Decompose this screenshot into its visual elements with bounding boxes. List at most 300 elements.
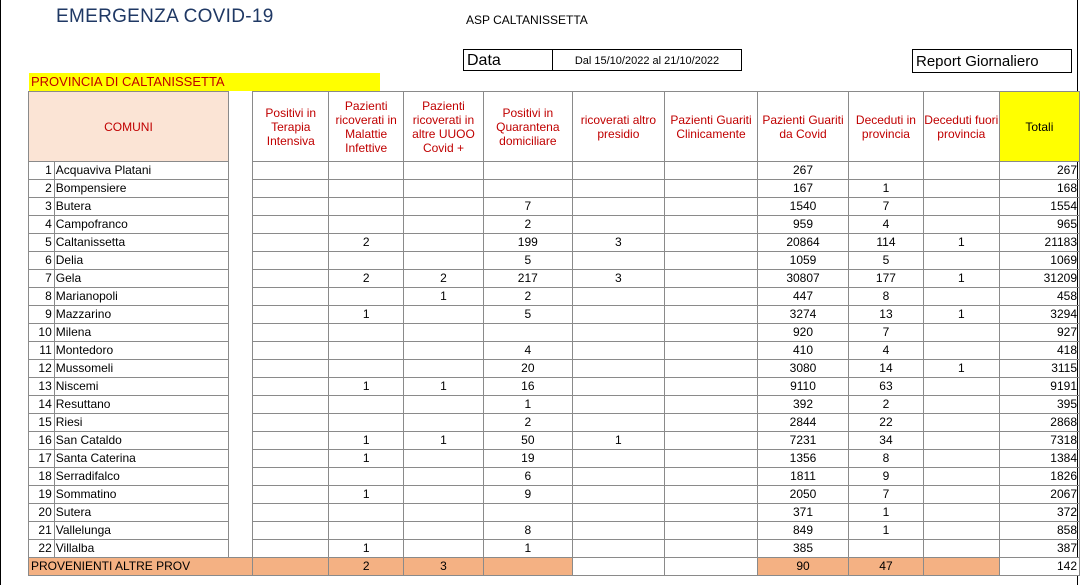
footer-totale: 142 [999,558,1079,576]
row-number: 4 [29,216,55,234]
row-spacer [228,486,252,504]
cell-uuoo [404,468,484,486]
cell-altro [572,450,664,468]
cell-fuori [923,216,999,234]
row-spacer [228,468,252,486]
row-number: 18 [29,468,55,486]
cell-clinicamente [664,414,757,432]
cell-uuoo [404,216,484,234]
cell-altro [572,180,664,198]
cell-uuoo [404,522,484,540]
footer-clinicamente [664,558,757,576]
cell-altro [572,342,664,360]
cell-fuori [923,198,999,216]
cell-guariti: 267 [758,162,849,180]
comune-name: Mussomeli [54,360,228,378]
row-spacer [228,522,252,540]
cell-guariti: 849 [758,522,849,540]
table-row [29,468,1080,486]
cell-quarantena: 2 [483,414,572,432]
table-row [29,324,1080,342]
cell-fuori [923,342,999,360]
cell-malattie [329,252,404,270]
cell-terapia [253,450,329,468]
cell-terapia [253,432,329,450]
cell-deceduti: 14 [849,360,924,378]
row-spacer [228,396,252,414]
cell-totale: 458 [999,288,1079,306]
table-row [29,540,1080,558]
cell-fuori [923,450,999,468]
comune-name: Bompensiere [54,180,228,198]
cell-altro [572,324,664,342]
cell-deceduti: 7 [849,324,924,342]
cell-totale: 267 [999,162,1079,180]
cell-fuori [923,468,999,486]
row-spacer [228,288,252,306]
table-row [29,180,1080,198]
cell-uuoo [404,252,484,270]
col-spacer [228,92,252,162]
cell-terapia [253,270,329,288]
cell-totale: 3294 [999,306,1079,324]
cell-altro: 3 [572,270,664,288]
col-comuni: COMUNI [29,92,229,162]
cell-quarantena: 16 [483,378,572,396]
cell-fuori [923,432,999,450]
comune-name: San Cataldo [54,432,228,450]
row-number: 10 [29,324,55,342]
cell-deceduti: 4 [849,342,924,360]
date-range: Dal 15/10/2022 al 21/10/2022 [552,49,742,71]
cell-altro [572,288,664,306]
cell-fuori: 1 [923,306,999,324]
row-spacer [228,234,252,252]
table-row [29,162,1080,180]
cell-deceduti: 7 [849,486,924,504]
cell-quarantena: 50 [483,432,572,450]
cell-terapia [253,378,329,396]
page-title: EMERGENZA COVID-19 [56,6,274,27]
footer-altro [572,558,664,576]
cell-malattie [329,522,404,540]
cell-guariti: 1540 [758,198,849,216]
row-spacer [228,270,252,288]
cell-malattie: 1 [329,432,404,450]
cell-altro: 1 [572,432,664,450]
cell-totale: 395 [999,396,1079,414]
row-spacer [228,504,252,522]
cell-altro [572,378,664,396]
cell-totale: 3115 [999,360,1079,378]
table-body [29,162,1080,576]
cell-deceduti: 22 [849,414,924,432]
cell-malattie [329,414,404,432]
cell-altro [572,252,664,270]
cell-quarantena: 199 [483,234,572,252]
cell-deceduti: 7 [849,198,924,216]
table-row [29,198,1080,216]
cell-fuori [923,486,999,504]
cell-uuoo [404,504,484,522]
footer-row [29,558,1080,576]
row-spacer [228,360,252,378]
table-row [29,306,1080,324]
cell-quarantena: 19 [483,450,572,468]
cell-deceduti: 8 [849,450,924,468]
cell-malattie [329,324,404,342]
cell-fuori [923,378,999,396]
cell-guariti: 3080 [758,360,849,378]
cell-clinicamente [664,522,757,540]
col-totali: Totali [999,92,1079,162]
cell-altro: 3 [572,234,664,252]
table-row [29,252,1080,270]
cell-terapia [253,306,329,324]
row-spacer [228,162,252,180]
cell-fuori [923,522,999,540]
cell-malattie: 1 [329,450,404,468]
cell-totale: 9191 [999,378,1079,396]
row-spacer [228,324,252,342]
comune-name: Campofranco [54,216,228,234]
cell-terapia [253,540,329,558]
comune-name: Gela [54,270,228,288]
cell-guariti: 959 [758,216,849,234]
cell-deceduti: 4 [849,216,924,234]
footer-uuoo: 3 [404,558,484,576]
table-row [29,486,1080,504]
cell-guariti: 20864 [758,234,849,252]
cell-clinicamente [664,180,757,198]
comune-name: Montedoro [54,342,228,360]
row-number: 15 [29,414,55,432]
row-spacer [228,414,252,432]
row-spacer [228,432,252,450]
row-number: 8 [29,288,55,306]
cell-fuori [923,252,999,270]
cell-quarantena: 5 [483,306,572,324]
cell-malattie: 1 [329,378,404,396]
col-guariti-covid: Pazienti Guariti da Covid [758,92,849,162]
cell-clinicamente [664,360,757,378]
cell-clinicamente [664,288,757,306]
cell-deceduti [849,162,924,180]
table-row [29,288,1080,306]
row-spacer [228,216,252,234]
comune-name: Marianopoli [54,288,228,306]
table-row [29,414,1080,432]
cell-clinicamente [664,198,757,216]
row-spacer [228,540,252,558]
row-number: 12 [29,360,55,378]
cell-quarantena [483,162,572,180]
cell-clinicamente [664,270,757,288]
cell-terapia [253,486,329,504]
cell-guariti: 3274 [758,306,849,324]
cell-malattie [329,342,404,360]
cell-uuoo [404,306,484,324]
table-row [29,522,1080,540]
cell-malattie: 2 [329,234,404,252]
cell-totale: 965 [999,216,1079,234]
cell-clinicamente [664,162,757,180]
comune-name: Caltanissetta [54,234,228,252]
cell-deceduti: 9 [849,468,924,486]
cell-clinicamente [664,432,757,450]
cell-deceduti: 2 [849,396,924,414]
comune-name: Sutera [54,504,228,522]
cell-deceduti: 13 [849,306,924,324]
row-number: 19 [29,486,55,504]
cell-totale: 2868 [999,414,1079,432]
row-number: 2 [29,180,55,198]
row-number: 13 [29,378,55,396]
cell-uuoo: 1 [404,288,484,306]
cell-deceduti: 114 [849,234,924,252]
cell-guariti: 385 [758,540,849,558]
cell-guariti: 30807 [758,270,849,288]
cell-quarantena: 217 [483,270,572,288]
comune-name: Milena [54,324,228,342]
col-terapia-intensiva: Positivi in Terapia Intensiva [253,92,329,162]
cell-uuoo: 1 [404,378,484,396]
cell-malattie [329,468,404,486]
cell-malattie: 1 [329,486,404,504]
cell-altro [572,216,664,234]
cell-totale: 1069 [999,252,1079,270]
cell-guariti: 2844 [758,414,849,432]
row-number: 11 [29,342,55,360]
cell-quarantena: 7 [483,198,572,216]
comune-name: Butera [54,198,228,216]
col-altro-presidio: ricoverati altro presidio [572,92,664,162]
cell-fuori [923,324,999,342]
table-row [29,216,1080,234]
col-quarantena: Positivi in Quarantena domiciliare [483,92,572,162]
cell-terapia [253,216,329,234]
cell-fuori [923,540,999,558]
row-number: 1 [29,162,55,180]
cell-totale: 31209 [999,270,1079,288]
cell-guariti: 410 [758,342,849,360]
cell-malattie [329,162,404,180]
cell-altro [572,468,664,486]
report-type-label: Report Giornaliero [912,49,1072,73]
row-number: 20 [29,504,55,522]
col-deceduti-provincia: Deceduti in provincia [849,92,924,162]
cell-guariti: 9110 [758,378,849,396]
cell-clinicamente [664,378,757,396]
table-row [29,450,1080,468]
cell-altro [572,504,664,522]
cell-altro [572,360,664,378]
cell-totale: 2067 [999,486,1079,504]
comune-name: Vallelunga [54,522,228,540]
table-row [29,432,1080,450]
left-border [0,0,1,585]
cell-guariti: 1356 [758,450,849,468]
cell-uuoo [404,162,484,180]
cell-totale: 858 [999,522,1079,540]
comune-name: Acquaviva Platani [54,162,228,180]
cell-clinicamente [664,468,757,486]
cell-altro [572,306,664,324]
footer-terapia [253,558,329,576]
cell-quarantena [483,504,572,522]
cell-terapia [253,342,329,360]
cell-uuoo [404,342,484,360]
cell-clinicamente [664,540,757,558]
cell-quarantena [483,180,572,198]
cell-guariti: 7231 [758,432,849,450]
cell-terapia [253,252,329,270]
table-row [29,342,1080,360]
cell-fuori: 1 [923,270,999,288]
cell-terapia [253,324,329,342]
cell-totale: 7318 [999,432,1079,450]
cell-malattie: 2 [329,270,404,288]
cell-quarantena: 2 [483,288,572,306]
row-spacer [228,306,252,324]
cell-malattie [329,396,404,414]
cell-terapia [253,522,329,540]
cell-fuori: 1 [923,360,999,378]
row-spacer [228,252,252,270]
cell-malattie [329,216,404,234]
table-row [29,378,1080,396]
row-number: 16 [29,432,55,450]
cell-altro [572,540,664,558]
comune-name: Sommatino [54,486,228,504]
cell-malattie: 1 [329,306,404,324]
cell-malattie [329,504,404,522]
cell-altro [572,198,664,216]
footer-malattie: 2 [329,558,404,576]
footer-guariti: 90 [758,558,849,576]
cell-deceduti: 1 [849,504,924,522]
cell-uuoo [404,450,484,468]
cell-malattie [329,288,404,306]
cell-uuoo [404,360,484,378]
col-malattie-infettive: Pazienti ricoverati in Malattie Infettive [329,92,404,162]
cell-terapia [253,234,329,252]
cell-fuori [923,288,999,306]
cell-uuoo [404,396,484,414]
comune-name: Serradifalco [54,468,228,486]
footer-deceduti: 47 [849,558,924,576]
cell-uuoo [404,324,484,342]
row-spacer [228,198,252,216]
table-row [29,360,1080,378]
row-number: 5 [29,234,55,252]
cell-clinicamente [664,216,757,234]
cell-clinicamente [664,306,757,324]
cell-uuoo [404,234,484,252]
row-spacer [228,450,252,468]
cell-deceduti: 8 [849,288,924,306]
cell-totale: 1384 [999,450,1079,468]
row-number: 6 [29,252,55,270]
footer-fuori [923,558,999,576]
cell-malattie [329,198,404,216]
cell-clinicamente [664,450,757,468]
cell-terapia [253,414,329,432]
cell-quarantena: 2 [483,216,572,234]
cell-clinicamente [664,342,757,360]
cell-malattie [329,180,404,198]
col-altre-uuoo: Pazienti ricoverati in altre UUOO Covid + [404,92,484,162]
cell-clinicamente [664,504,757,522]
cell-fuori [923,414,999,432]
cell-guariti: 920 [758,324,849,342]
cell-guariti: 2050 [758,486,849,504]
cell-malattie: 1 [329,540,404,558]
footer-quarantena [483,558,572,576]
cell-quarantena: 20 [483,360,572,378]
cell-totale: 927 [999,324,1079,342]
province-banner: PROVINCIA DI CALTANISSETTA [29,73,380,91]
comune-name: Santa Caterina [54,450,228,468]
cell-quarantena: 6 [483,468,572,486]
comune-name: Niscemi [54,378,228,396]
cell-altro [572,486,664,504]
cell-terapia [253,198,329,216]
row-number: 14 [29,396,55,414]
cell-clinicamente [664,234,757,252]
cell-guariti: 392 [758,396,849,414]
cell-deceduti: 1 [849,180,924,198]
cell-guariti: 1811 [758,468,849,486]
cell-fuori [923,180,999,198]
cell-terapia [253,162,329,180]
comune-name: Mazzarino [54,306,228,324]
cell-altro [572,522,664,540]
cell-guariti: 167 [758,180,849,198]
col-guariti-clinicamente: Pazienti Guariti Clinicamente [664,92,757,162]
col-deceduti-fuori: Deceduti fuori provincia [923,92,999,162]
cell-totale: 372 [999,504,1079,522]
cell-uuoo [404,198,484,216]
cell-altro [572,414,664,432]
row-spacer [228,378,252,396]
cell-fuori [923,504,999,522]
cell-deceduti: 34 [849,432,924,450]
cell-deceduti: 177 [849,270,924,288]
row-number: 7 [29,270,55,288]
cell-clinicamente [664,486,757,504]
cell-clinicamente [664,396,757,414]
cell-altro [572,396,664,414]
covid-report-table [28,91,1080,576]
header-row [29,92,1080,162]
row-spacer [228,180,252,198]
cell-terapia [253,360,329,378]
cell-quarantena: 4 [483,342,572,360]
comune-name: Riesi [54,414,228,432]
cell-uuoo: 1 [404,432,484,450]
cell-terapia [253,180,329,198]
cell-quarantena: 1 [483,396,572,414]
cell-quarantena: 9 [483,486,572,504]
data-label: Data [463,49,553,71]
cell-fuori [923,162,999,180]
table-row [29,396,1080,414]
cell-fuori: 1 [923,234,999,252]
asp-label: ASP CALTANISSETTA [466,13,588,27]
comune-name: Resuttano [54,396,228,414]
cell-uuoo [404,180,484,198]
